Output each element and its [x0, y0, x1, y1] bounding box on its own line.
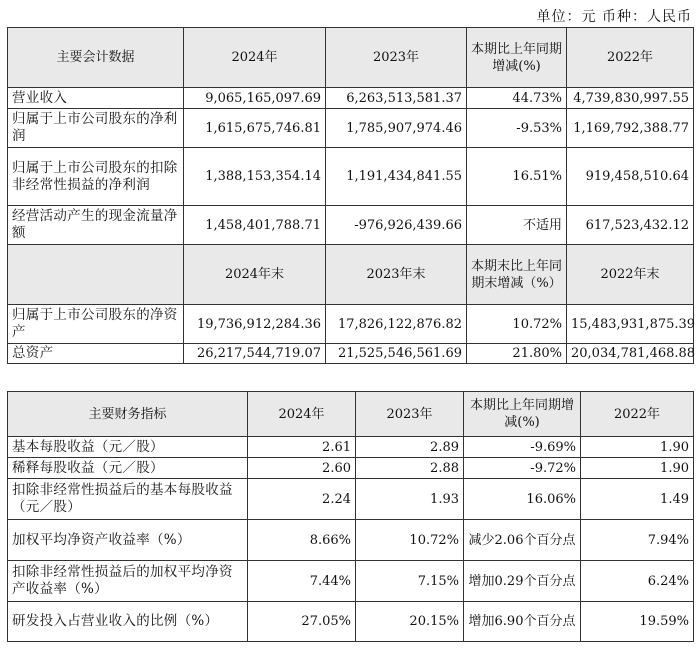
header-cell: 本期末比上年同期末增减（%） — [467, 245, 567, 305]
value-cell: 1,191,434,841.55 — [326, 148, 467, 206]
table-row — [8, 88, 694, 109]
value-cell: 17,826,122,876.82 — [326, 305, 467, 344]
table-row — [8, 206, 694, 245]
row-label: 加权平均净资产收益率（%） — [8, 520, 248, 561]
change-cell: 10.72% — [467, 305, 567, 344]
row-label: 归属于上市公司股东的净利润 — [8, 109, 184, 148]
header-cell: 2023年末 — [326, 245, 467, 305]
table-row — [8, 520, 694, 561]
value-cell: 1.90 — [581, 458, 694, 479]
row-label: 基本每股收益（元／股） — [8, 437, 248, 458]
value-cell: 26,217,544,719.07 — [184, 344, 326, 364]
change-cell: 不适用 — [467, 206, 567, 245]
value-cell: 6,263,513,581.37 — [326, 88, 467, 109]
table-row — [8, 109, 694, 148]
header-cell: 2022年末 — [567, 245, 694, 305]
table-row — [8, 344, 694, 364]
row-label: 稀释每股收益（元／股） — [8, 458, 248, 479]
value-cell: 919,458,510.64 — [567, 148, 694, 206]
table-row — [8, 602, 694, 642]
header-cell — [8, 245, 184, 305]
value-cell: 7.44% — [248, 561, 356, 602]
table-subheader-row — [8, 245, 694, 305]
value-cell: 9,065,165,097.69 — [184, 88, 326, 109]
change-cell: -9.72% — [464, 458, 581, 479]
header-cell: 2023年 — [326, 28, 467, 88]
value-cell: 2.24 — [248, 479, 356, 520]
value-cell: 4,739,830,997.55 — [567, 88, 694, 109]
value-cell: 617,523,432.12 — [567, 206, 694, 245]
header-cell: 2023年 — [356, 392, 464, 437]
table-row — [8, 458, 694, 479]
key-accounting-data-table — [7, 27, 694, 364]
change-cell: 增加0.29个百分点 — [464, 561, 581, 602]
value-cell: 21,525,546,561.69 — [326, 344, 467, 364]
row-label: 归属于上市公司股东的扣除非经常性损益的净利润 — [8, 148, 184, 206]
change-cell: 减少2.06个百分点 — [464, 520, 581, 561]
header-cell: 2024年 — [184, 28, 326, 88]
row-label: 扣除非经常性损益后的加权平均净资产收益率（%） — [8, 561, 248, 602]
value-cell: 7.94% — [581, 520, 694, 561]
header-cell: 本期比上年同期增减(%) — [464, 392, 581, 437]
change-cell: 16.51% — [467, 148, 567, 206]
row-label: 总资产 — [8, 344, 184, 364]
row-label: 扣除非经常性损益后的基本每股收益（元／股） — [8, 479, 248, 520]
value-cell: 20.15% — [356, 602, 464, 642]
change-cell: 21.80% — [467, 344, 567, 364]
value-cell: -976,926,439.66 — [326, 206, 467, 245]
row-label: 经营活动产生的现金流量净额 — [8, 206, 184, 245]
value-cell: 27.05% — [248, 602, 356, 642]
table-row — [8, 479, 694, 520]
header-cell: 2022年 — [581, 392, 694, 437]
row-label: 归属于上市公司股东的净资产 — [8, 305, 184, 344]
key-financial-indicators-table — [7, 391, 694, 642]
change-cell: 增加6.90个百分点 — [464, 602, 581, 642]
table-row — [8, 437, 694, 458]
table-header-row — [8, 392, 694, 437]
value-cell: 1,388,153,354.14 — [184, 148, 326, 206]
value-cell: 19,736,912,284.36 — [184, 305, 326, 344]
value-cell: 6.24% — [581, 561, 694, 602]
value-cell: 1,615,675,746.81 — [184, 109, 326, 148]
value-cell: 1.93 — [356, 479, 464, 520]
change-cell: -9.69% — [464, 437, 581, 458]
value-cell: 1,785,907,974.46 — [326, 109, 467, 148]
value-cell: 8.66% — [248, 520, 356, 561]
value-cell: 1,169,792,388.77 — [567, 109, 694, 148]
header-cell: 2022年 — [567, 28, 694, 88]
value-cell: 10.72% — [356, 520, 464, 561]
table-row — [8, 305, 694, 344]
value-cell: 2.61 — [248, 437, 356, 458]
value-cell: 1,458,401,788.71 — [184, 206, 326, 245]
header-cell: 主要会计数据 — [8, 28, 184, 88]
value-cell: 20,034,781,468.88 — [567, 344, 694, 364]
value-cell: 2.88 — [356, 458, 464, 479]
change-cell: 16.06% — [464, 479, 581, 520]
value-cell: 15,483,931,875.39 — [567, 305, 694, 344]
change-cell: -9.53% — [467, 109, 567, 148]
value-cell: 1.49 — [581, 479, 694, 520]
value-cell: 2.60 — [248, 458, 356, 479]
value-cell: 19.59% — [581, 602, 694, 642]
value-cell: 1.90 — [581, 437, 694, 458]
table-row — [8, 148, 694, 206]
unit-currency-note: 单位：元 币种：人民币 — [536, 9, 692, 25]
value-cell: 2.89 — [356, 437, 464, 458]
row-label: 营业收入 — [8, 88, 184, 109]
table-header-row — [8, 28, 694, 88]
row-label: 研发投入占营业收入的比例（%） — [8, 602, 248, 642]
header-cell: 2024年 — [248, 392, 356, 437]
header-cell: 2024年末 — [184, 245, 326, 305]
value-cell: 7.15% — [356, 561, 464, 602]
table-row — [8, 561, 694, 602]
header-cell: 主要财务指标 — [8, 392, 248, 437]
change-cell: 44.73% — [467, 88, 567, 109]
header-cell: 本期比上年同期增减(%) — [467, 28, 567, 88]
